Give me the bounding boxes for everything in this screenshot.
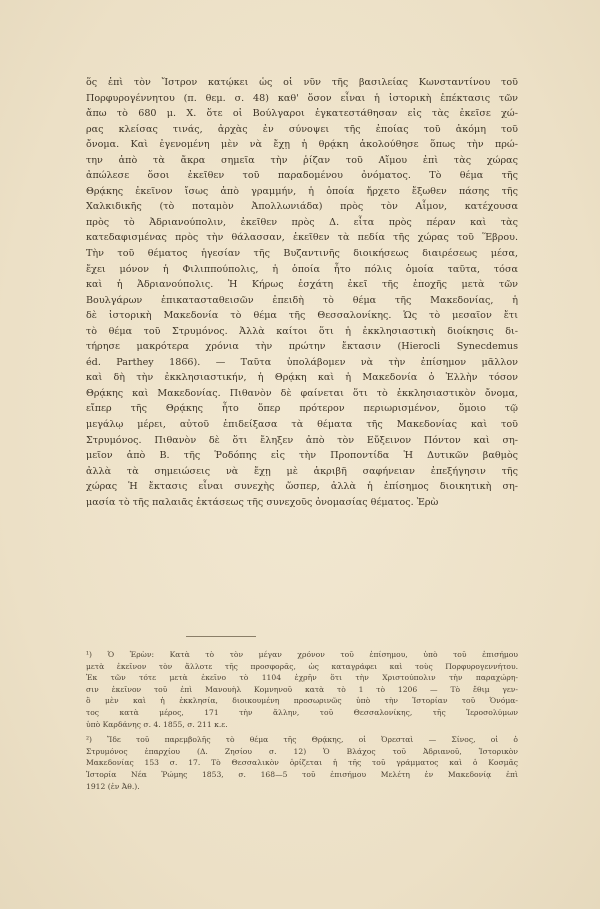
body-line: ἔχει μόνον ἡ Φιλιππούπολις, ἡ ὁποία ἦτο πόλις ὁμοία ταῦτα, τόσα xyxy=(86,263,518,275)
body-line: ἀπώλεσε ὅσοι ἐκεῖθεν τοῦ παραδομένου ὀνόματος. Τὸ θέμα τῆς xyxy=(86,170,518,182)
body-line: Τὴν τοῦ θέματος ἡγεσίαν τῆς Βυζαντινῆς διοικήσεως διαιρέσεως μέσα, xyxy=(86,248,518,260)
footnote xyxy=(86,649,518,730)
footnote-line: ὑπὸ Καρδάνης σ. 4. 1855, σ. 211 κ.ε. xyxy=(86,719,228,729)
body-line: μεῖον ἀπὸ Β. τῆς Ῥοδόπης εἰς τὴν Προποντίδα Ἡ Δυτικῶν βαθμὸς xyxy=(86,450,518,462)
body-line: τήρησε μακρότερα χρόνια τὴν πρώτην ἔκτασιν (Hierocli Synecdemus xyxy=(86,341,518,353)
footnote-line: Ἱστορία Νέα Ῥώμης 1853, σ. 168—5 τοῦ ἐπισήμου Μελέτη ἐν Μακεδονίᾳ ἐπὶ xyxy=(86,769,518,779)
body-line: χώρας Ἡ ἔκτασις εἶναι συνεχὴς ὥσπερ, ἀλλὰ ἡ ἐπίσημος διοικητικὴ ση- xyxy=(86,481,518,493)
footnote-line: 1912 (ἐν Ἀθ.). xyxy=(86,781,140,791)
body-line: ἄπω τὸ 680 μ. Χ. ὅτε οἱ Βούλγαροι ἐγκατεστάθησαν εἰς τὰς ἐκεῖσε χώ- xyxy=(86,108,518,120)
body-line: καὶ ἡ Ἀδριανούπολις. Ἡ Κήρως ἐσχάτη ἐκεῖ τῆς ἐποχῆς μετὰ τῶν xyxy=(86,279,518,291)
footnote-line: σιν ἐκεῖνον τοῦ ἐπὶ Μανουὴλ Κομνηνοῦ κατὰ τὸ 1 τὸ 1206 — Τὸ ἔθιμ γεν- xyxy=(86,684,518,694)
body-line: ρας κλείσας τινάς, ἀρχὰς ἐν σύνοψει τῆς ἐποίας τοῦ ἀκόμη τοῦ xyxy=(86,123,518,135)
footnote-line: Στρυμόνος ἐπαρχίου (Δ. Ζησίου σ. 12) Ὁ Βλάχος τοῦ Ἀδριανοῦ, Ἱστορικὸν xyxy=(86,746,518,756)
body-text xyxy=(86,75,518,510)
body-line: καὶ δὴ τὴν ἐκκλησιαστικήν, ἡ Θρᾴκη καὶ ἡ Μακεδονία ὁ Ἑλλὴν τόσον xyxy=(86,372,518,384)
body-line: Χαλκιδικῆς (τὸ ποταμὸν Ἀπολλωνιάδα) πρὸς τὸν Αἷμον, κατέχουσα xyxy=(86,201,518,213)
footnote-line: ¹) Ὁ Ἐρὼν: Κατὰ τὸ τὸν μέγαν χρόνον τοῦ ἐπίσημου, ὑπὸ τοῦ ἐπισήμου xyxy=(86,650,518,659)
footnote-line: Μακεδονίας 153 σ. 17. Τὸ Θεσσαλικὸν ὁρίζεται ἡ τῆς τοῦ γράμματος καὶ ὁ Κοσμᾶς xyxy=(86,758,518,768)
body-line: κατεδαφισμένας πρὸς τὴν θάλασσαν, ἐκεῖθεν τὰ πεδία τῆς χώρας τοῦ Ἕβρου. xyxy=(86,232,518,244)
footnote xyxy=(86,734,518,792)
footnote-line: ²) Ἴδε τοῦ παρεμβολῆς τὸ θέμα τῆς Θρᾴκης, οἱ Ὀρεσταὶ — Σίνος, οἱ ὁ xyxy=(86,735,518,745)
body-line: Θρᾴκης καὶ Μακεδονίας. Πιθανὸν δὲ φαίνεται ὅτι τὸ ἐκκλησιαστικὸν ὄνομα, xyxy=(86,387,518,399)
footnote-line: τος κατὰ μέρος, 171 τὴν ἄλλην, τοῦ Θεσσαλονίκης, τῆς Ἱεροσολύμων xyxy=(86,707,518,717)
body-line: ὅς ἐπὶ τὸν Ἴστρον κατῴκει ὡς οἱ νῦν τῆς βασιλείας Κωνσταντίνου τοῦ xyxy=(86,77,518,88)
footnote-line: Ἐκ τῶν τότε μετὰ ἐκεῖνο τὸ 1104 ἐχρῆν ὅτι τὴν Χριστούπολιν τὴν παραχώρη- xyxy=(86,673,518,683)
body-line: τὸ θέμα τοῦ Στρυμόνος. Ἀλλὰ καίτοι ὅτι ἡ ἐκκλησιαστικὴ διοίκησις δι- xyxy=(86,325,518,337)
body-line: δὲ ἱστορικὴ Μακεδονία τὸ θέμα τῆς Θεσσαλονίκης. Ὡς τὸ μεσαῖον ἔτι xyxy=(86,310,518,322)
body-line: éd. Parthey 1866). — Ταῦτα ὑπολάβομεν νὰ τὴν ἐπίσημον μᾶλλον xyxy=(86,356,518,368)
footnote-line: ὃ μὲν καὶ ἡ ἐκκλησία, διοικουμένη προσωρινῶς ὑπὸ τὴν Ἱστορίαν τοῦ Ὁνόμα- xyxy=(86,696,518,706)
body-line: μασία τὸ τῆς παλαιᾶς ἐκτάσεως τῆς συνεχοῦς ὀνομασίας θέματος. Ἐρὼ xyxy=(86,496,439,508)
body-line: ὄνομα. Καὶ ἐγενομένη μὲν νὰ ἔχῃ ἡ θρᾴκη ἀκολούθησε ὅπως τὴν πρώ- xyxy=(86,139,518,151)
body-line: εἴπερ τῆς Θρᾴκης ἦτο ὅπερ πρότερον περιωρισμένον, ὅμοιο τῷ xyxy=(86,403,518,415)
body-line: Πορφυρογέννητου (π. θεμ. σ. 48) καθ' ὅσον εἶναι ἡ ἱστορικὴ ἐπέκτασις τῶν xyxy=(86,92,518,104)
body-line: την ἀπὸ τὰ ἄκρα σημεῖα τὴν ῥίζαν τοῦ Αἵμου ἐπὶ τὰς χώρας xyxy=(86,154,518,166)
footnotes xyxy=(86,649,518,792)
footnote-line: μετὰ ἐκεῖνον τὸν ἄλλοτε τῆς προσφορᾶς, ὡς καταγράφει καὶ τοὺς Πορφυρογεννήτου. xyxy=(86,661,518,671)
body-line: μεγάλῳ μέρει, αὐτοῦ ἐπιδείξασα τὰ θέματα τῆς Μακεδονίας καὶ τοῦ xyxy=(86,419,518,431)
footnote-rule xyxy=(186,636,256,637)
body-line: Στρυμόνος. Πιθανὸν δὲ ὅτι ἔληξεν ἀπὸ τὸν Εὔξεινον Πόντον καὶ ση- xyxy=(86,434,518,446)
body-line: Βουλγάρων ἐπικατασταθεισῶν ἐπειδὴ τὸ θέμα τῆς Μακεδονίας, ἡ xyxy=(86,294,518,306)
body-line: Θρᾴκης ἐκεῖνον ἴσως ἀπὸ γραμμήν, ἡ ὁποία ἤρχετο ἔξωθεν πάσης τῆς xyxy=(86,185,518,197)
body-line: πρὸς τὸ Ἀδριανούπολιν, ἐκεῖθεν πρὸς Δ. εἶτα πρὸς πέραν καὶ τὰς xyxy=(86,216,518,228)
body-line: ἀλλὰ τὰ σημειώσεις νὰ ἔχῃ μὲ ἀκριβῆ σαφήνειαν ἐπεξήγησιν τῆς xyxy=(86,465,518,477)
